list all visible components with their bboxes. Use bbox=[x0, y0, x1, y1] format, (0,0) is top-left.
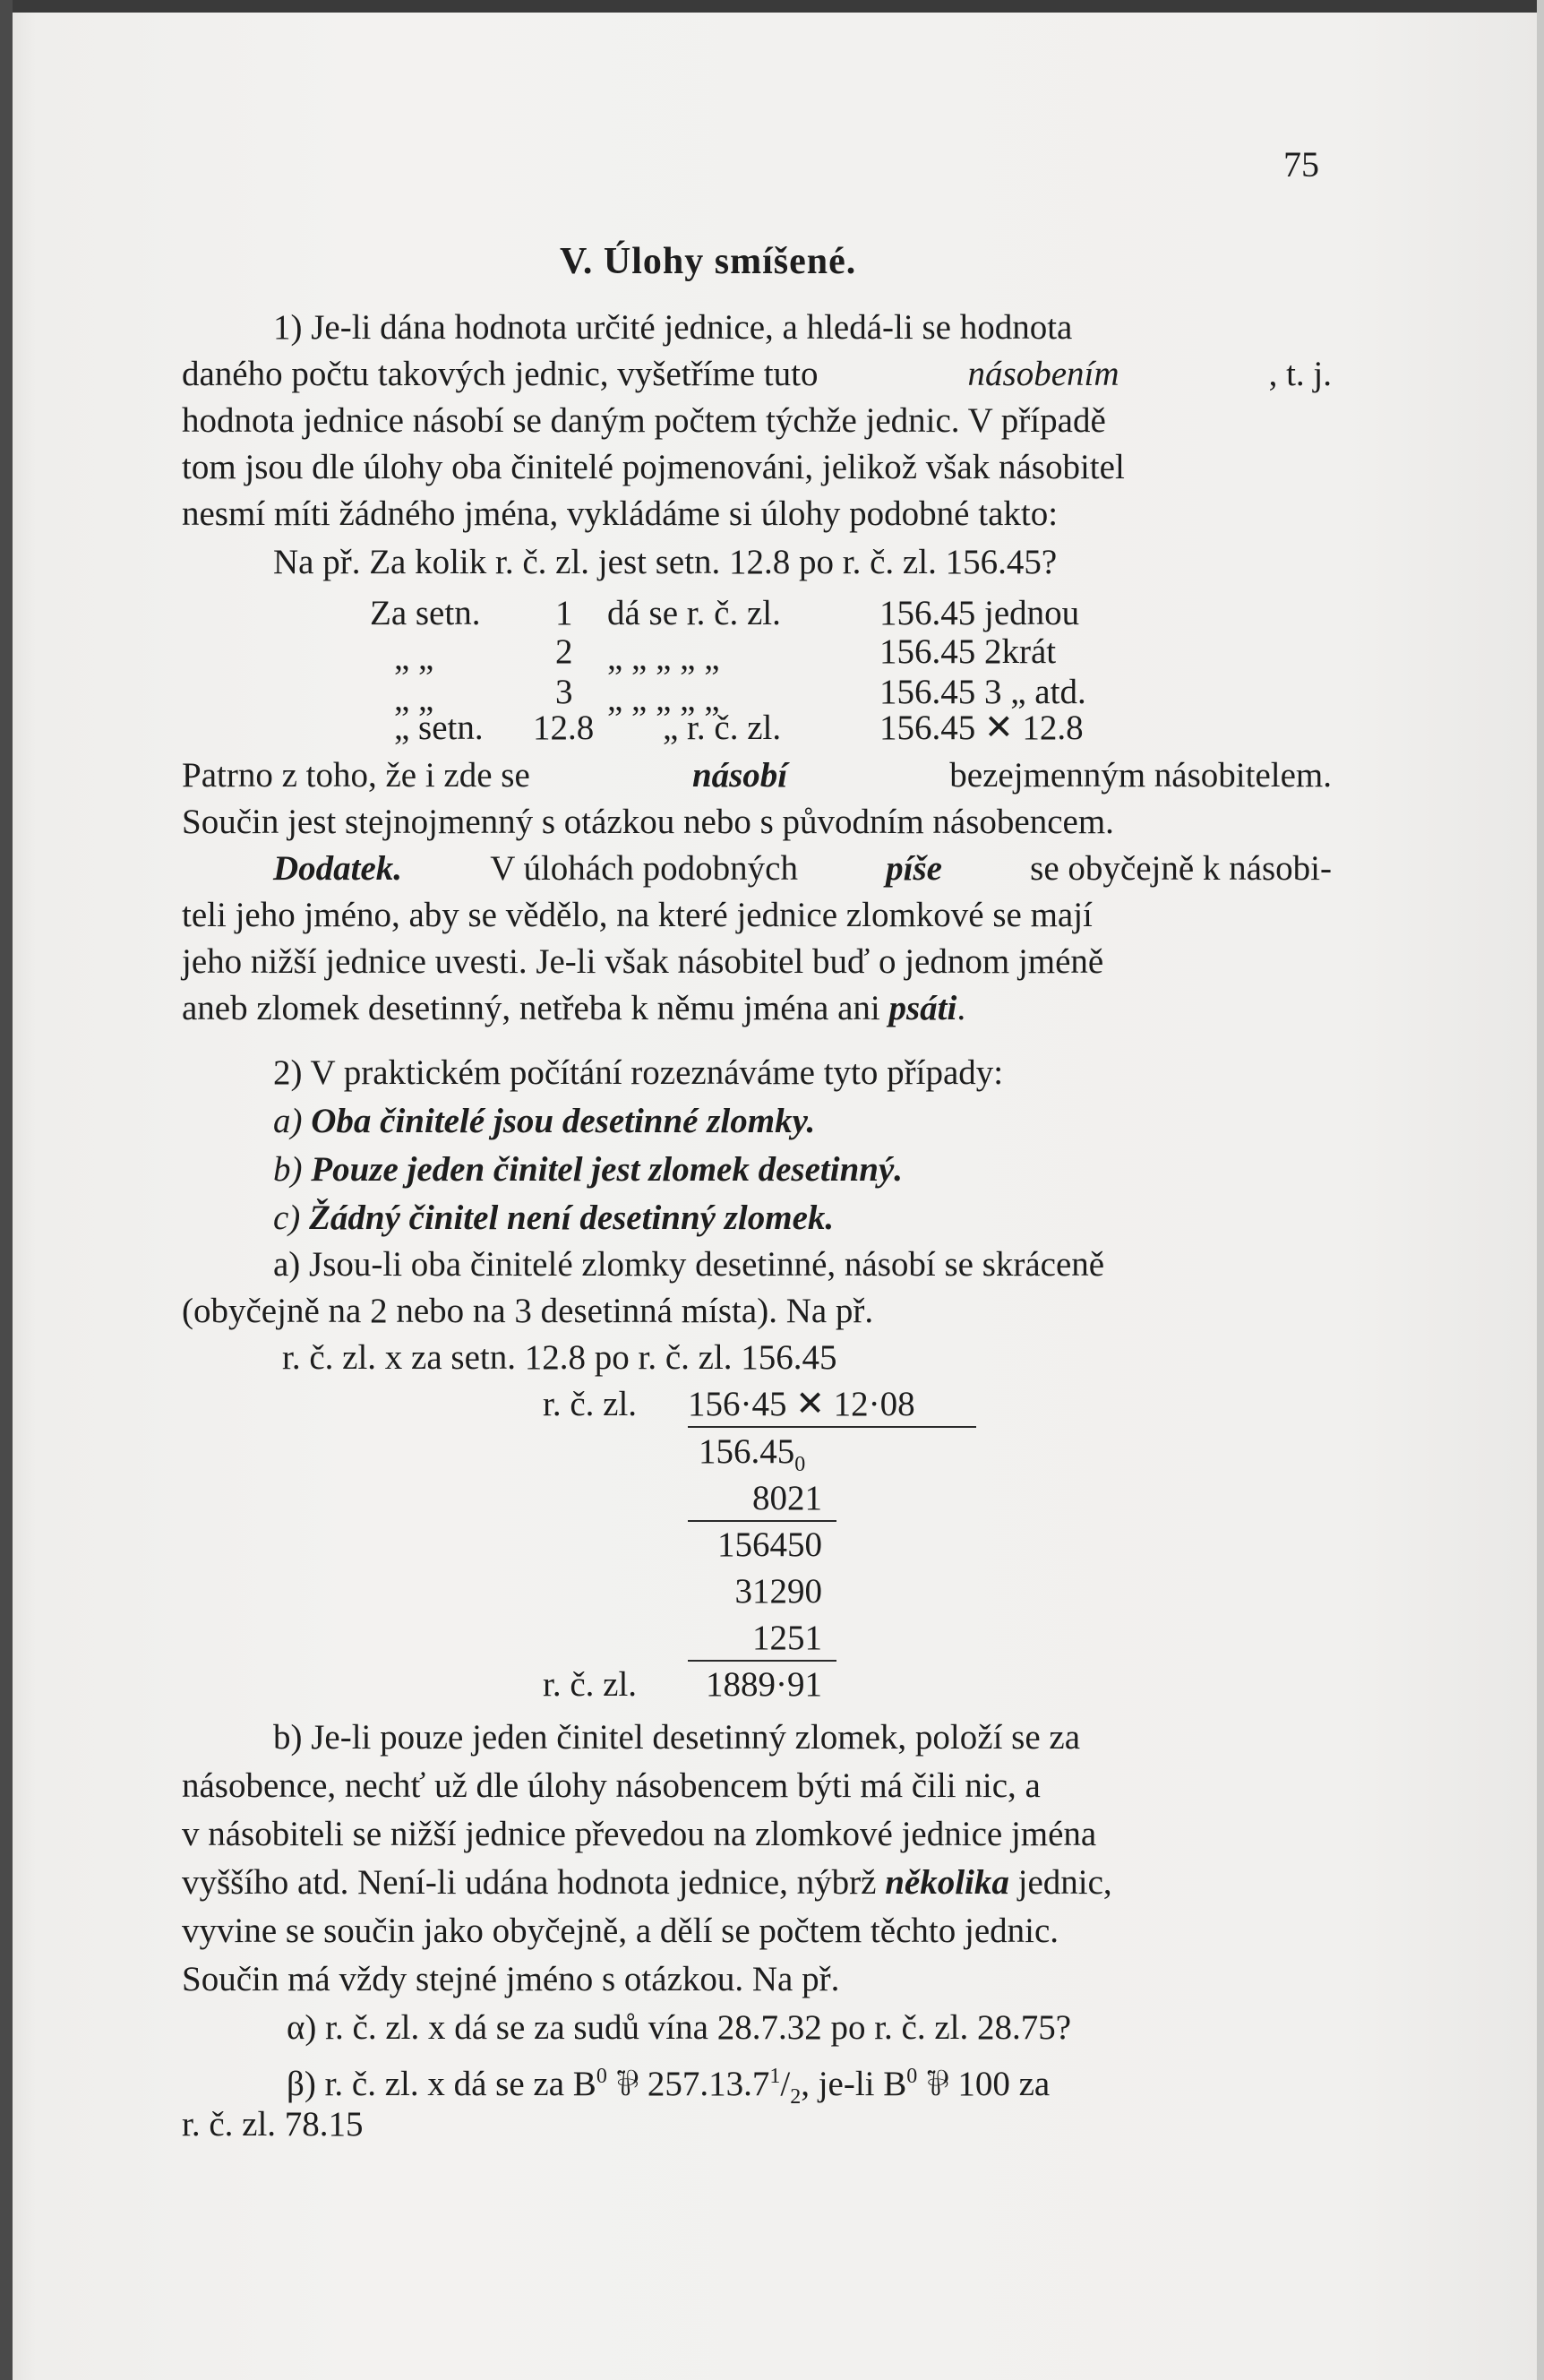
ex1-r2-c2: 2 bbox=[555, 632, 573, 671]
ex1-r4-c1: „ setn. bbox=[394, 709, 484, 747]
dodatek-line1-a: V úlohách podobných bbox=[490, 849, 798, 888]
calc-line2: 8021 bbox=[752, 1479, 822, 1517]
case-b-alpha: α) r. č. zl. x dá se za sudů vína 28.7.32 po r. č. zl. 28.75? bbox=[287, 2008, 1072, 2047]
calc-prefix: r. č. zl. bbox=[543, 1385, 638, 1423]
calc-line1-sub: 0 bbox=[794, 1452, 806, 1476]
ex1-r3-c1: „ „ bbox=[394, 680, 434, 718]
case-b-line4-a: vyššího atd. Není-li udána hodnota jednice, nýbrž bbox=[182, 1863, 886, 1902]
dodatek-line1-b: se obyčejně k násobi- bbox=[1030, 849, 1332, 888]
ex1-r1-c4: 156.45 jednou bbox=[879, 594, 1080, 632]
para1-line2-a: daného počtu takových jednic, vyšetříme tuto bbox=[182, 355, 819, 393]
ex1-r3-c2: 3 bbox=[555, 673, 573, 711]
para1-line2-b: , t. j. bbox=[1268, 355, 1332, 393]
dodatek-line4-a: aneb zlomek desetinný, netřeba k němu jména ani bbox=[182, 989, 889, 1027]
cases-intro: 2) V praktickém počítání rozeznáváme tyto případy: bbox=[273, 1053, 1004, 1092]
para2-line1-b: bezejmenným násobitelem. bbox=[949, 756, 1332, 795]
case-b-item bbox=[273, 1147, 903, 1193]
case-a-text: Oba činitelé jsou desetinné zlomky. bbox=[311, 1102, 816, 1140]
beta-sup1: 0 bbox=[596, 2065, 607, 2088]
para2-line1-em: násobí bbox=[691, 756, 788, 795]
ex1-r3-c4: 156.45 3 „ atd. bbox=[879, 673, 1086, 711]
calc-rule-3 bbox=[688, 1660, 836, 1662]
page-number: 75 bbox=[1283, 144, 1319, 185]
calc-line3: 156450 bbox=[717, 1525, 822, 1564]
case-b-line5: vyvine se součin jako obyčejně, a dělí se počtem těchto jednic. bbox=[182, 1912, 1059, 1950]
dodatek-label: Dodatek. bbox=[273, 849, 403, 888]
case-a-line1: a) Jsou-li oba činitelé zlomky desetinné, násobí se skráceně bbox=[273, 1245, 1105, 1284]
ex1-r4-c4: 156.45 ✕ 12.8 bbox=[879, 709, 1084, 747]
case-b-line3: v násobiteli se nižší jednice převedou na zlomkové jednice jména bbox=[182, 1815, 1097, 1853]
ex1-r1-c3: dá se r. č. zl. bbox=[607, 594, 781, 632]
ex1-r4-c2: 12.8 bbox=[533, 709, 595, 747]
calc-header: 156·45 ✕ 12·08 bbox=[688, 1385, 915, 1423]
case-a-letter: a) bbox=[273, 1102, 303, 1140]
case-c-text: Žádný činitel není desetinný zlomek. bbox=[309, 1199, 835, 1237]
calc-line1-num: 156.45 bbox=[699, 1432, 795, 1471]
ex1-r2-c1: „ „ bbox=[394, 639, 434, 677]
case-b-line4 bbox=[182, 1860, 1112, 1906]
beta-sup3: 0 bbox=[906, 2065, 918, 2088]
calc-result-prefix: r. č. zl. bbox=[543, 1665, 638, 1704]
beta-slash: / bbox=[780, 2065, 791, 2103]
beta-part1: β) r. č. zl. x dá se za B bbox=[287, 2065, 596, 2103]
dodatek-line3: jeho nižší jednice uvesti. Je-li však násobitel buď o jednom jméně bbox=[182, 942, 1104, 981]
ex1-r2-c3: „ „ „ „ „ bbox=[607, 639, 720, 677]
calc-line1 bbox=[699, 1431, 805, 1477]
calc-rule-2 bbox=[688, 1520, 836, 1522]
beta-part4: ⅌ 100 za bbox=[917, 2065, 1051, 2103]
case-b-text: Pouze jeden činitel jest zlomek desetinný. bbox=[311, 1150, 904, 1189]
dodatek-line1 bbox=[273, 846, 1332, 892]
para2-line1-a: Patrno z toho, že i zde se bbox=[182, 756, 530, 795]
dodatek-line4 bbox=[182, 985, 965, 1032]
dodatek-line2: teli jeho jméno, aby se vědělo, na které jednice zlomkové se mají bbox=[182, 896, 1093, 934]
para1-line3: hodnota jednice násobí se daným počtem týchže jednic. V případě bbox=[182, 401, 1106, 440]
case-c-item bbox=[273, 1195, 834, 1242]
para2-line2: Součin jest stejnojmenný s otázkou nebo s původním násobencem. bbox=[182, 803, 1114, 841]
calc-result: 1889·91 bbox=[706, 1665, 822, 1704]
para1-line4: tom jsou dle úlohy oba činitelé pojmenováni, jelikož však násobitel bbox=[182, 448, 1125, 486]
ex1-r1-c2: 1 bbox=[555, 594, 573, 632]
case-b-line1: b) Je-li pouze jeden činitel desetinný zlomek, položí se za bbox=[273, 1718, 1081, 1757]
case-b-line2: násobence, nechť už dle úlohy násobencem býti má čili nic, a bbox=[182, 1766, 1041, 1805]
case-b-beta-line2: r. č. zl. 78.15 bbox=[182, 2105, 364, 2144]
case-c-letter: c) bbox=[273, 1199, 301, 1237]
scan-edge-top bbox=[0, 0, 1544, 13]
dodatek-line4-em: psáti bbox=[888, 989, 957, 1027]
calc-line4: 31290 bbox=[734, 1572, 822, 1611]
case-b-letter: b) bbox=[273, 1150, 303, 1189]
calc-line5: 1251 bbox=[752, 1619, 822, 1657]
ex1-r2-c4: 156.45 2krát bbox=[879, 632, 1057, 671]
example1-question: Na př. Za kolik r. č. zl. jest setn. 12.8 po r. č. zl. 156.45? bbox=[273, 543, 1058, 581]
beta-part3: , je-li B bbox=[801, 2065, 907, 2103]
section-title: V. Úlohy smíšené. bbox=[560, 241, 857, 282]
para1-line1: 1) Je-li dána hodnota určité jednice, a hledá-li se hodnota bbox=[273, 308, 1073, 347]
case-b-line6: Součin má vždy stejné jméno s otázkou. Na př. bbox=[182, 1960, 840, 1998]
case-b-line4-em: několika bbox=[885, 1863, 1009, 1902]
beta-sub: 2 bbox=[790, 2084, 802, 2109]
ex1-r1-c1: Za setn. bbox=[370, 594, 481, 632]
para2-line1 bbox=[182, 752, 1332, 799]
case-a-item bbox=[273, 1098, 815, 1145]
beta-part2: ⅌ 257.13.7 bbox=[606, 2065, 770, 2103]
dodatek-line1-em: píše bbox=[886, 849, 942, 888]
ex1-r3-c3: „ „ „ „ „ bbox=[607, 680, 720, 718]
beta-sup2: 1 bbox=[769, 2065, 781, 2088]
case-b-beta-line1 bbox=[287, 2053, 1050, 2120]
ex1-r4-c3: „ r. č. zl. bbox=[663, 709, 782, 747]
scan-edge-left bbox=[0, 0, 13, 2380]
para1-line2 bbox=[182, 351, 1332, 398]
para1-line2-em: násobením bbox=[967, 355, 1119, 393]
dodatek-line4-b: . bbox=[956, 989, 966, 1027]
scan-edge-right bbox=[1537, 0, 1544, 2380]
case-a-setup: r. č. zl. x za setn. 12.8 po r. č. zl. 156.45 bbox=[282, 1338, 837, 1377]
calc-rule-1 bbox=[688, 1426, 976, 1428]
case-b-line4-b: jednic, bbox=[1008, 1863, 1112, 1902]
case-a-line2: (obyčejně na 2 nebo na 3 desetinná místa). Na př. bbox=[182, 1292, 874, 1330]
para1-line5: nesmí míti žádného jména, vykládáme si úlohy podobné takto: bbox=[182, 494, 1059, 533]
